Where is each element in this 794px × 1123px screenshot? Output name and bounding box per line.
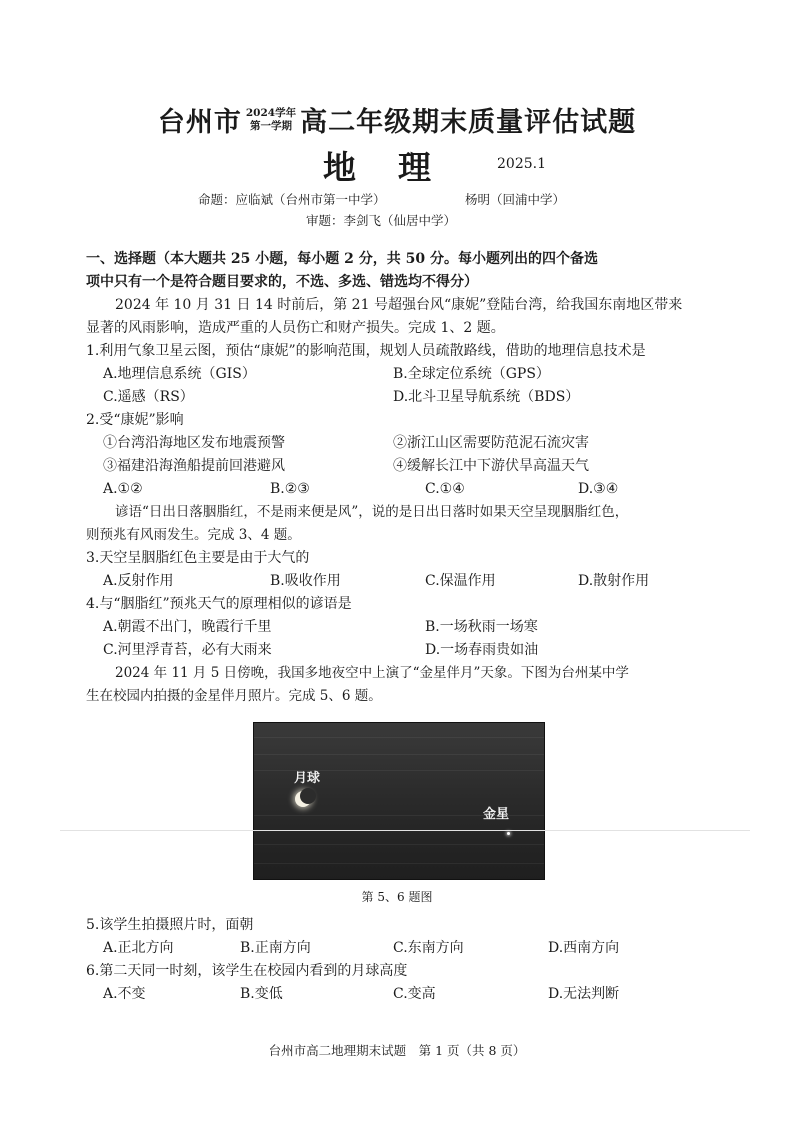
q4-option-d: D.一场春雨贵如油 xyxy=(425,642,539,658)
moon-crescent-icon xyxy=(295,791,311,807)
q1-option-d: D.北斗卫星导航系统（BDS） xyxy=(393,389,580,405)
year-bottom: 第一学期 xyxy=(249,119,292,132)
passage1-line2: 显著的风雨影响，造成严重的人员伤亡和财产损失。完成 1、2 题。 xyxy=(86,320,505,336)
q2-stem: 2.受“康妮”影响 xyxy=(86,412,184,428)
page-footer: 台州市高二地理期末试题 第 1 页（共 8 页） xyxy=(268,1043,526,1058)
q3-option-c: C.保温作用 xyxy=(425,573,496,589)
section-heading-line2: 项中只有一个是符合题目要求的，不选、多选、错选均不得分） xyxy=(86,274,478,290)
q1-option-b: B.全球定位系统（GPS） xyxy=(393,366,550,382)
q3-stem: 3.天空呈胭脂红色主要是由于大气的 xyxy=(86,550,310,566)
photo-streak xyxy=(254,754,544,755)
venus-dot-icon xyxy=(507,832,510,835)
q6-option-c: C.变高 xyxy=(393,986,436,1002)
q1-option-c: C.遥感（RS） xyxy=(103,389,194,405)
q4-option-c: C.河里浮青苔，必有大雨来 xyxy=(103,642,272,658)
q2-option-b: B.②③ xyxy=(270,481,310,497)
q2-statement-3: ③福建沿海渔船提前回港避风 xyxy=(103,458,285,474)
q5-option-b: B.正南方向 xyxy=(240,940,311,956)
q2-statement-2: ②浙江山区需要防范泥石流灾害 xyxy=(393,435,589,451)
venus-moon-photo xyxy=(253,722,545,880)
exam-date: 2025.1 xyxy=(497,156,546,172)
q6-option-b: B.变低 xyxy=(240,986,283,1002)
q3-option-a: A.反射作用 xyxy=(103,573,174,589)
q5-option-c: C.东南方向 xyxy=(393,940,464,956)
q4-option-a: A.朝霞不出门，晚霞行千里 xyxy=(103,619,272,635)
passage1-line1: 2024 年 10 月 31 日 14 时前后，第 21 号超强台风“康妮”登陆台湾，给我国东南地区带来 xyxy=(115,297,683,313)
q2-option-c: C.①④ xyxy=(425,481,465,497)
q2-statement-1: ①台湾沿海地区发布地震预警 xyxy=(103,435,285,451)
q5-option-a: A.正北方向 xyxy=(103,940,174,956)
venus-label: 金星 xyxy=(483,807,510,822)
q6-option-a: A.不变 xyxy=(103,986,146,1002)
q4-option-b: B.一场秋雨一场寒 xyxy=(425,619,538,635)
q2-statement-4: ④缓解长江中下游伏旱高温天气 xyxy=(393,458,589,474)
moon-label: 月球 xyxy=(294,771,321,786)
q1-stem: 1.利用气象卫星云图，预估“康妮”的影响范围，规划人员疏散路线，借助的地理信息技术是 xyxy=(86,343,646,359)
q2-option-d: D.③④ xyxy=(578,481,619,497)
subject-row xyxy=(0,142,794,188)
q3-option-d: D.散射作用 xyxy=(578,573,650,589)
passage2-line2: 则预兆有风雨发生。完成 3、4 题。 xyxy=(86,527,301,543)
passage3-line2: 生在校园内拍摄的金星伴月照片。完成 5、6 题。 xyxy=(86,688,382,704)
photo-streak xyxy=(254,863,544,864)
photo-streak xyxy=(254,844,544,845)
exam-title xyxy=(0,100,794,139)
author-line: 命题：应临斌（台州市第一中学） xyxy=(198,192,386,207)
passage3-line1: 2024 年 11 月 5 日傍晚，我国多地夜空中上演了“金星伴月”天象。下图为台州某中学 xyxy=(115,665,629,681)
author-line-b: 杨明（回浦中学） xyxy=(465,192,566,207)
q3-option-b: B.吸收作用 xyxy=(270,573,341,589)
scan-artifact-line xyxy=(60,830,750,831)
passage2-line1: 谚语“日出日落胭脂红，不是雨来便是风”，说的是日出日落时如果天空呈现胭脂红色， xyxy=(115,504,629,520)
reviewer-line: 审题：李剑飞（仙居中学） xyxy=(306,213,457,228)
year-top: 2024学年 xyxy=(245,106,297,119)
subject-title: 地理 xyxy=(323,148,473,187)
q6-stem: 6.第二天同一时刻，该学生在校园内看到的月球高度 xyxy=(86,963,408,979)
figure-caption: 第 5、6 题图 xyxy=(361,890,433,904)
q4-stem: 4.与“胭脂红”预兆天气的原理相似的谚语是 xyxy=(86,596,352,612)
q1-option-a: A.地理信息系统（GIS） xyxy=(103,366,256,382)
city-name: 台州市 xyxy=(157,107,242,138)
main-title: 高二年级期末质量评估试题 xyxy=(300,107,637,138)
q6-option-d: D.无法判断 xyxy=(548,986,620,1002)
section-heading-line1: 一、选择题（本大题共 25 小题，每小题 2 分，共 50 分。每小题列出的四个备选 xyxy=(86,251,598,267)
photo-streak xyxy=(254,737,544,738)
q5-option-d: D.西南方向 xyxy=(548,940,620,956)
q2-option-a: A.①② xyxy=(103,481,143,497)
school-year xyxy=(246,107,296,133)
q5-stem: 5.该学生拍摄照片时，面朝 xyxy=(86,917,254,933)
